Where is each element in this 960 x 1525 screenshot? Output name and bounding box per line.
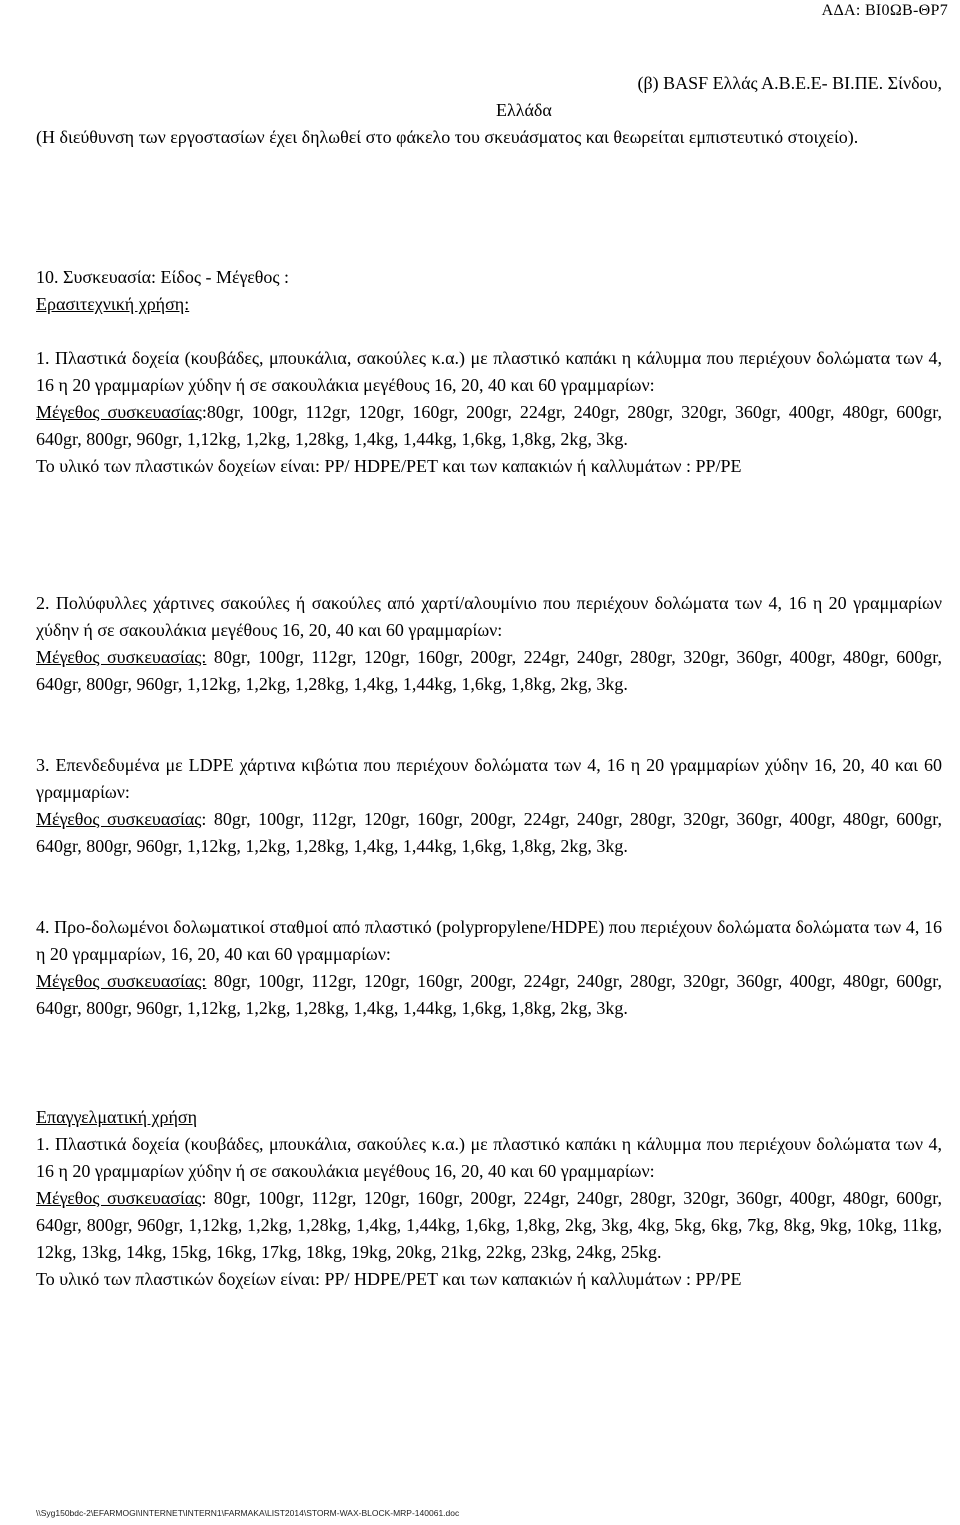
amateur-item-2 bbox=[36, 590, 942, 698]
package-size-label: Μέγεθος συσκευασίας: bbox=[36, 647, 207, 667]
package-size-label: Μέγεθος συσκευασίας bbox=[36, 402, 202, 422]
amateur-item-3 bbox=[36, 752, 942, 860]
ada-code: ΑΔΑ: ΒΙ0ΩΒ-ΘΡ7 bbox=[821, 2, 948, 19]
package-sizes bbox=[36, 806, 942, 860]
package-size-values: :80gr, 100gr, 112gr, 120gr, 160gr, 200gr, 224gr, 240gr, 280gr, 320gr, 360gr, 400gr, 480gr, 600gr, 640gr, 800gr, 960gr, 1,12kg, 1,2kg, 1,28kg, 1,4kg, 1,44kg, 1,6kg, 1,8kg, 2kg, 3kg. bbox=[36, 402, 942, 449]
item-description: 4. Προ-δολωμένοι δολωματικοί σταθμοί από πλαστικό (polypropylene/HDPE) που περιέχουν δολώματα δολώματα των 4, 16 η 20 γραμμαρίων, 16, 20, 40 και 60 γραμμαρίων: bbox=[36, 917, 942, 964]
item-description: 3. Επενδεδυμένα με LDPE χάρτινα κιβώτια που περιέχουν δολώματα των 4, 16 η 20 γραμμαρίων χύδην 16, 20, 40 και 60 γραμμαρίων: bbox=[36, 755, 942, 802]
package-size-label: Μέγεθος συσκευασίας bbox=[36, 809, 202, 829]
package-sizes bbox=[36, 644, 942, 698]
package-size-values: 80gr, 100gr, 112gr, 120gr, 160gr, 200gr, 224gr, 240gr, 280gr, 320gr, 360gr, 400gr, 480gr, 600gr, 640gr, 800gr, 960gr, 1,12kg, 1,2kg, 1,28kg, 1,4kg, 1,44kg, 1,6kg, 1,8kg, 2kg, 3kg. bbox=[36, 647, 942, 694]
container-material: Το υλικό των πλαστικών δοχείων είναι: PP/ HDPE/PET και των καπακιών ή καλλυμάτων : PP/PE bbox=[36, 1269, 742, 1289]
section-10-heading: 10. Συσκευασία: Είδος - Μέγεθος : bbox=[36, 267, 290, 287]
file-path-footer: \\Syg150bdc-2\EFARMOGI\INTERNET\INTERN1\FARMAKA\LIST2014\STORM-WAX-BLOCK-MRP-140061.doc bbox=[36, 1508, 460, 1518]
package-size-label: Μέγεθος συσκευασίας: bbox=[36, 971, 207, 991]
address-line-2: Ελλάδα bbox=[496, 100, 552, 120]
address-line-1: (β) BASF Ελλάς Α.Β.Ε.Ε- ΒΙ.ΠΕ. Σίνδου, bbox=[637, 73, 942, 93]
professional-use bbox=[36, 1104, 942, 1293]
item-description: 2. Πολύφυλλες χάρτινες σακούλες ή σακούλες από χαρτί/αλουμίνιο που περιέχουν δολώματα των 4, 16 η 20 γραμμαρίων χύδην ή σε σακουλάκια μεγέθους 16, 20, 40 και 60 γραμμαρίων: bbox=[36, 593, 942, 640]
package-size-label: Μέγεθος συσκευασίας bbox=[36, 1188, 202, 1208]
amateur-use-heading: Ερασιτεχνική χρήση: bbox=[36, 294, 190, 314]
amateur-item-1 bbox=[36, 345, 942, 480]
professional-use-heading: Επαγγελματική χρήση bbox=[36, 1107, 198, 1127]
package-sizes bbox=[36, 968, 942, 1022]
address-note: (Η διεύθυνση των εργοστασίων έχει δηλωθεί στο φάκελο του σκευάσματος και θεωρείται εμπιστευτικό στοιχείο). bbox=[36, 127, 859, 147]
package-sizes bbox=[36, 1185, 942, 1266]
amateur-item-4 bbox=[36, 914, 942, 1022]
package-size-values: : 80gr, 100gr, 112gr, 120gr, 160gr, 200gr, 224gr, 240gr, 280gr, 320gr, 360gr, 400gr, 480gr, 600gr, 640gr, 800gr, 960gr, 1,12kg, 1,2kg, 1,28kg, 1,4kg, 1,44kg, 1,6kg, 1,8kg, 2kg, 3kg. bbox=[36, 809, 942, 856]
item-description: 1. Πλαστικά δοχεία (κουβάδες, μπουκάλια, σακούλες κ.α.) με πλαστικό καπάκι η κάλυμμα που περιέχουν δολώματα των 4, 16 η 20 γραμμαρίων χύδην ή σε σακουλάκια μεγέθους 16, 20, 40 και 60 γραμμαρίων: bbox=[36, 348, 942, 395]
package-sizes bbox=[36, 399, 942, 453]
section-10 bbox=[36, 264, 942, 318]
address-block bbox=[36, 70, 942, 151]
package-size-values: : 80gr, 100gr, 112gr, 120gr, 160gr, 200gr, 224gr, 240gr, 280gr, 320gr, 360gr, 400gr, 480gr, 600gr, 640gr, 800gr, 960gr, 1,12kg, 1,2kg, 1,28kg, 1,4kg, 1,44kg, 1,6kg, 1,8kg, 2kg, 3kg, 4kg, 5kg, 6kg, 7kg, 8kg, 9kg, 10kg, 11kg, 12kg, 13kg, 14kg, 15kg, 16kg, 17kg, 18kg, 19kg, 20kg, 21kg, 22kg, 23kg, 24kg, 25kg. bbox=[36, 1188, 942, 1262]
item-description: 1. Πλαστικά δοχεία (κουβάδες, μπουκάλια, σακούλες κ.α.) με πλαστικό καπάκι η κάλυμμα που περιέχουν δολώματα των 4, 16 η 20 γραμμαρίων χύδην ή σε σακουλάκια μεγέθους 16, 20, 40 και 60 γραμμαρίων: bbox=[36, 1134, 942, 1181]
package-size-values: 80gr, 100gr, 112gr, 120gr, 160gr, 200gr, 224gr, 240gr, 280gr, 320gr, 360gr, 400gr, 480gr, 600gr, 640gr, 800gr, 960gr, 1,12kg, 1,2kg, 1,28kg, 1,4kg, 1,44kg, 1,6kg, 1,8kg, 2kg, 3kg. bbox=[36, 971, 942, 1018]
container-material: Το υλικό των πλαστικών δοχείων είναι: PP/ HDPE/PET και των καπακιών ή καλλυμάτων : PP/PE bbox=[36, 456, 742, 476]
